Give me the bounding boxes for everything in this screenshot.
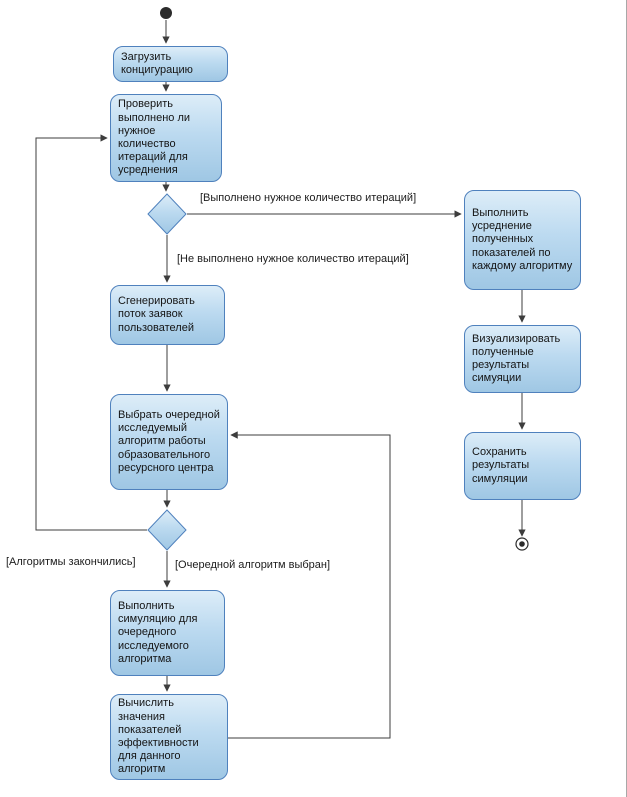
node-label: Выбрать очередной исследуемый алгоритм работы образовательного ресурсного центра: [118, 409, 220, 474]
final-node-dot: [519, 541, 525, 547]
activity-node-run-simulation: [110, 590, 225, 676]
edge-label-algorithms-finished: [Алгоритмы закончились]: [6, 556, 136, 568]
edge-compute-loop-to-choose: [228, 435, 390, 738]
edge-label-iterations-done: [Выполнено нужное количество итераций]: [200, 192, 417, 204]
edge-label-iterations-not-done: [Не выполнено нужное количество итераций]: [177, 253, 409, 265]
node-label: Загрузить концигурацию: [121, 50, 193, 76]
decision-node-algorithms: [148, 510, 186, 550]
activity-node-choose-algorithm: [110, 394, 228, 490]
activity-node-load-config: [113, 46, 228, 82]
node-label: Проверить выполнено ли нужное количество итераций для усреднения: [118, 98, 191, 177]
node-label: Вычислить значения показателей эффективности для данного алгоритм: [118, 697, 199, 776]
activity-node-generate-requests: [110, 285, 225, 345]
node-label: Выполнить симуляцию для очередного исследуемого алгоритма: [118, 600, 198, 665]
activity-node-check-iterations: [110, 94, 222, 182]
initial-node: [160, 7, 172, 19]
activity-node-compute-metrics: [110, 694, 228, 780]
node-label: Выполнить усреднение полученных показателей по каждому алгоритму: [472, 207, 573, 272]
decision-node-iterations: [148, 194, 186, 234]
node-label: Визуализировать полученные результаты симуяции: [472, 332, 561, 385]
node-label: Сгенерировать поток заявок пользователей: [118, 295, 195, 334]
activity-node-save-results: [464, 432, 581, 500]
node-label: Сохранить результаты симуляции: [472, 446, 530, 485]
edge-label-algorithm-selected: [Очередной алгоритм выбран]: [175, 559, 331, 571]
activity-node-visualize-results: [464, 325, 581, 393]
activity-node-average-metrics: [464, 190, 581, 290]
